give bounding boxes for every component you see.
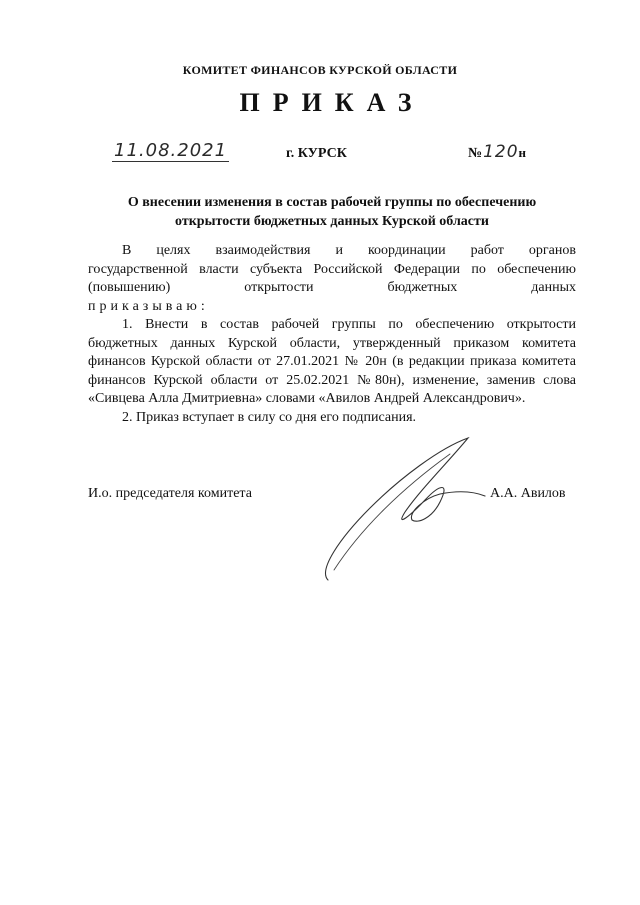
organization-name: КОМИТЕТ ФИНАНСОВ КУРСКОЙ ОБЛАСТИ — [182, 63, 458, 77]
signatory-name: А.А. Авилов — [490, 486, 566, 501]
preamble-line-1: В целях взаимодействия и координации работ органов — [122, 243, 576, 258]
handwritten-number: 120 — [483, 142, 519, 162]
order-item-1: 1. Внести в состав рабочей группы по обеспечению открытости бюджетных данных Курской области, утвержденный приказом комитета финансов Курской области от 27.01.2021 № 20н (в редакции приказа комитета финансов Курской области от 25.02.2021 №80н), изменение, заменив слова «Сивцева Алла Дмитриевна» словами «Авилов Андрей Александрович». — [88, 317, 576, 406]
handwritten-signature — [300, 420, 500, 590]
document-body — [88, 242, 576, 427]
city-label: г. КУРСК — [286, 146, 347, 161]
document-type-heading: ПРИКАЗ — [239, 88, 425, 117]
preamble-order-word: приказываю: — [88, 298, 209, 314]
handwritten-date: 11.08.2021 — [114, 140, 228, 161]
title-line-1: О внесении изменения в состав рабочей группы по обеспечению — [127, 195, 537, 210]
number-suffix: н — [518, 145, 527, 160]
number-sign: № — [468, 146, 483, 161]
document-title — [88, 193, 576, 231]
document-meta-row — [88, 140, 576, 170]
document-number — [468, 142, 526, 162]
order-item-2: 2. Приказ вступает в силу со дня его подписания. — [122, 409, 417, 425]
preamble-line-3: (повышению) открытости бюджетных данных — [88, 280, 576, 295]
title-line-2: открытости бюджетных данных Курской области — [175, 214, 489, 229]
signatory-position: И.о. председателя комитета — [88, 486, 252, 501]
preamble-line-2: государственной власти субъекта Российской Федерации по обеспечению — [88, 261, 576, 277]
